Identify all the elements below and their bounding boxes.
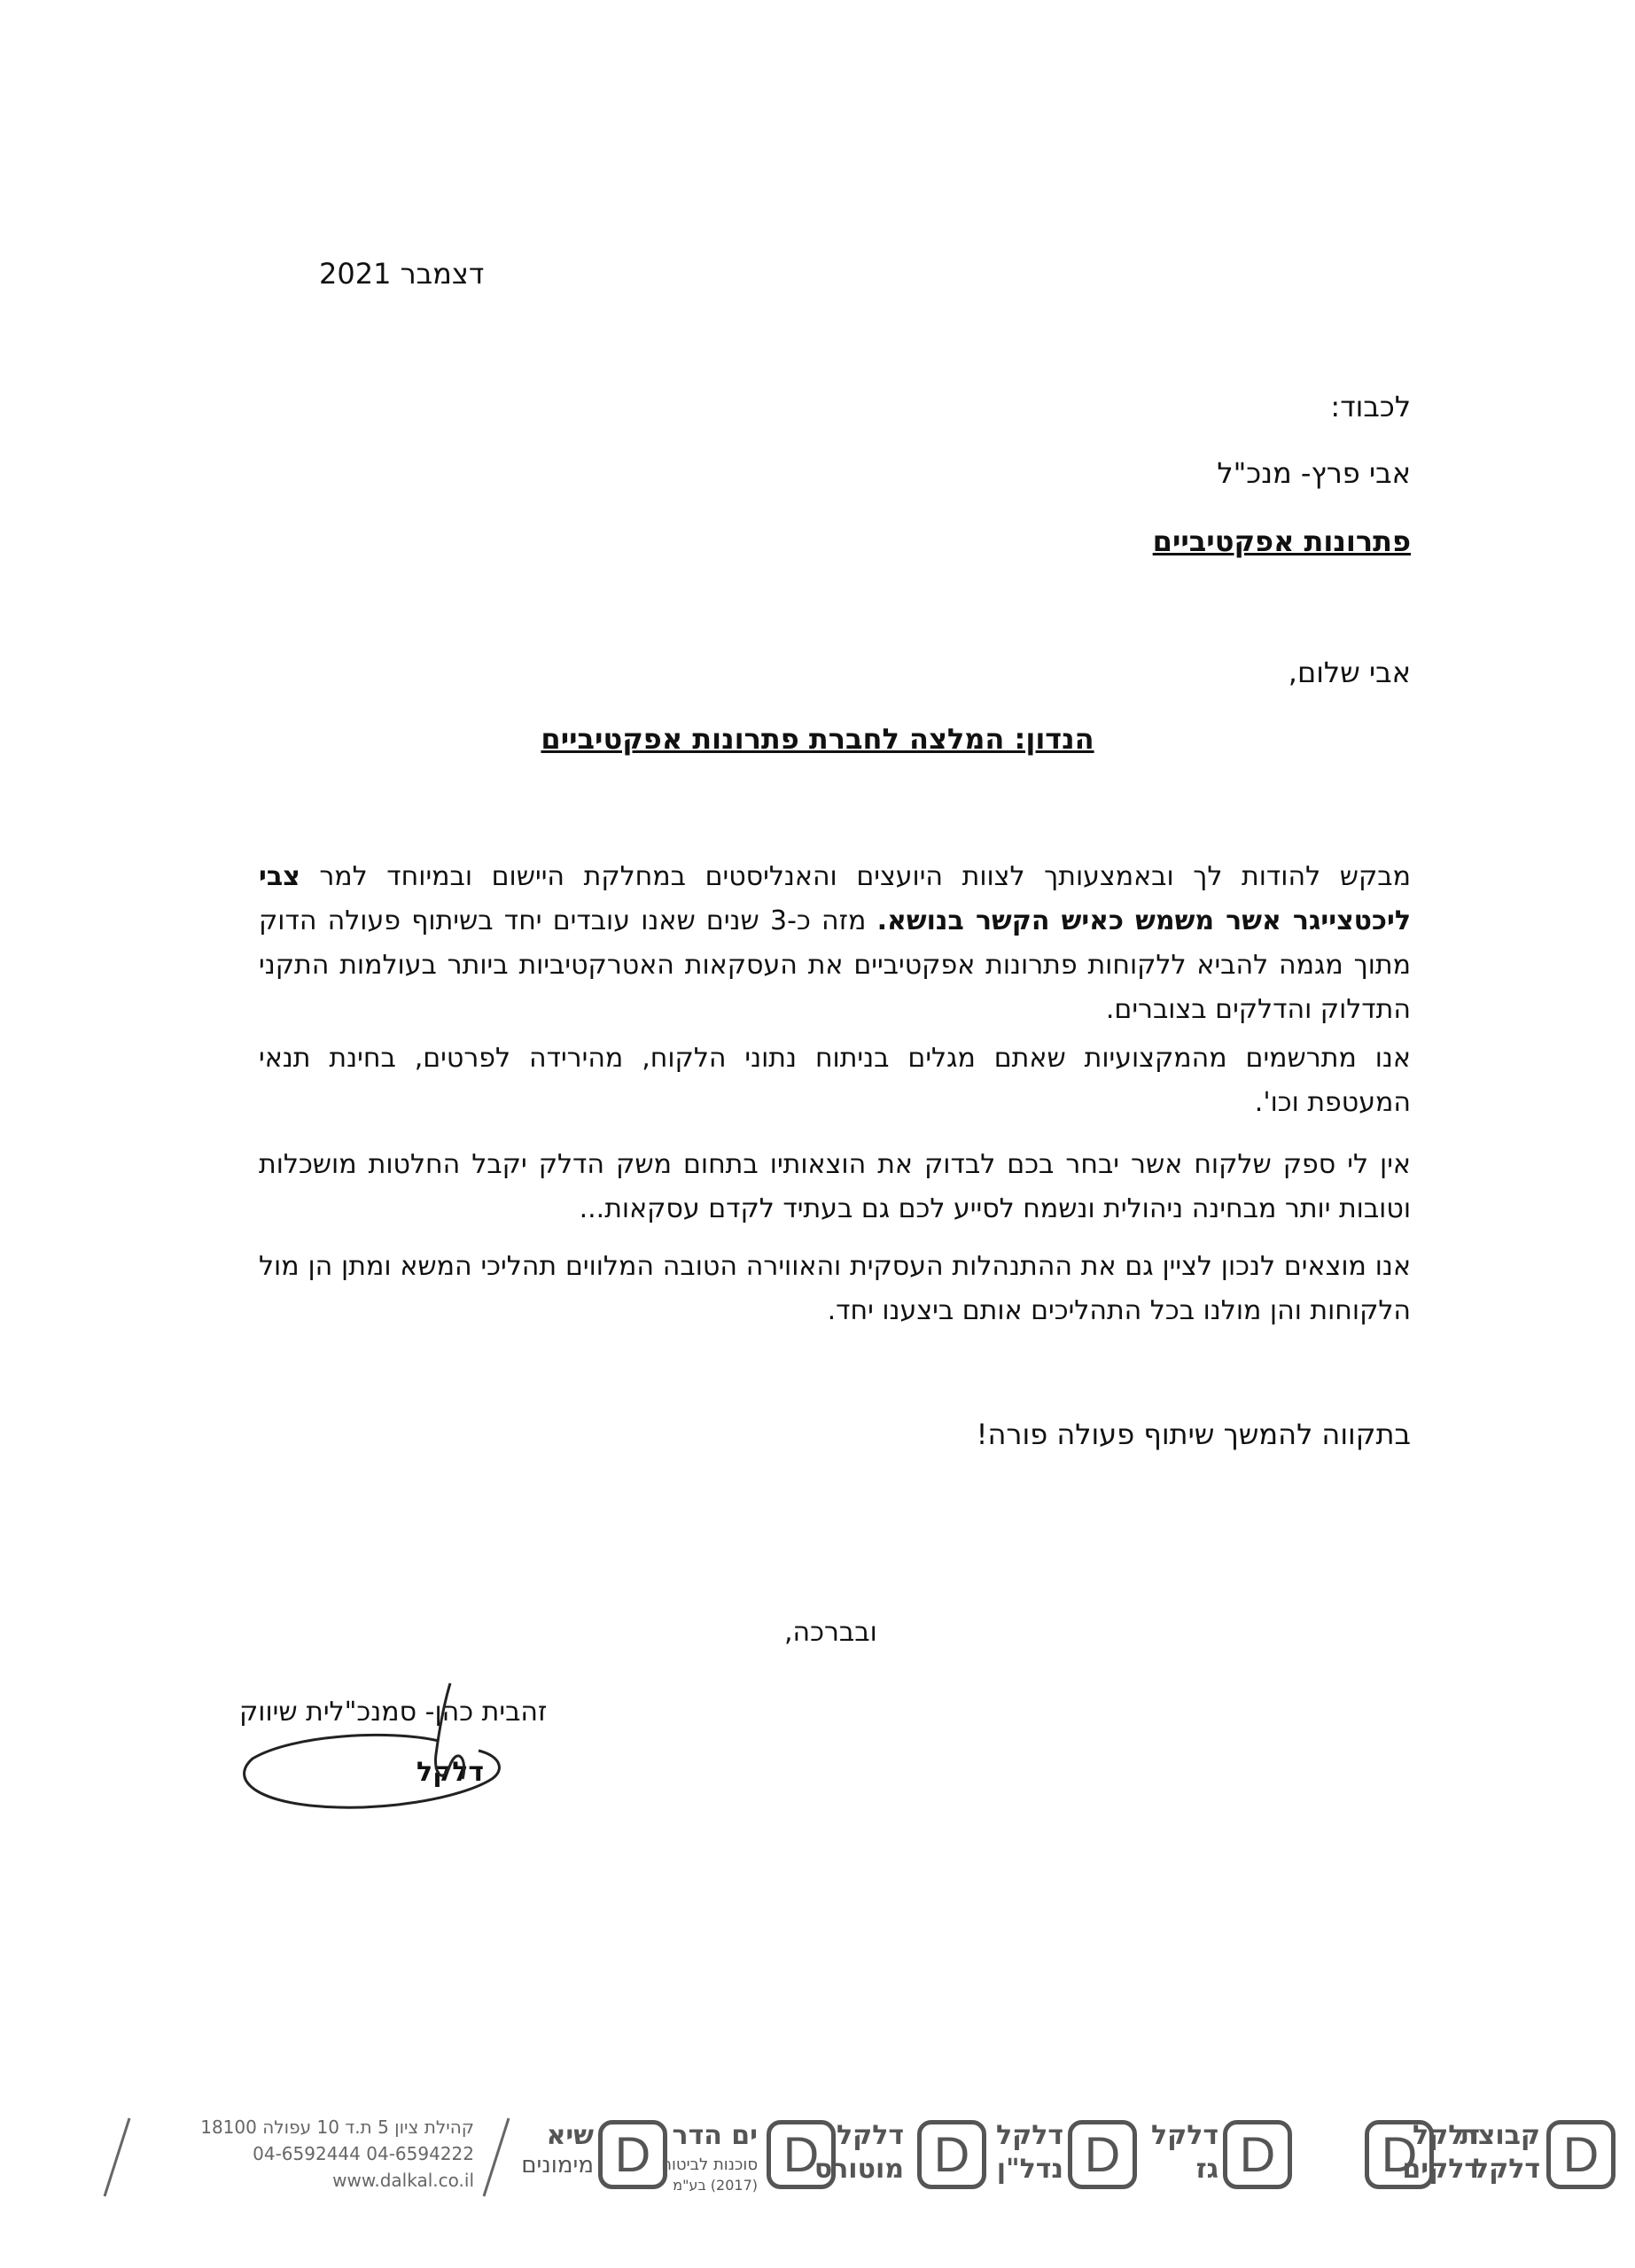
paragraph-2: אנו מתרשמים מהמקצועיות שאתם מגלים בניתוח נתוני הלקוח, מהירידה לפרטים, בחינת תנאי המעטפת וכו'. [259, 1043, 1411, 1118]
brand-line2: מוטורס [814, 2154, 904, 2185]
paragraph-1-part1: מבקש להודות לך ובאמצעותך לצוות היועצים והאנליסטים במחלקת היישום ובמיוחד למר [300, 861, 1411, 892]
brand-line1: דלקל [1412, 2120, 1480, 2151]
brand-line2: מימונים [521, 2152, 594, 2179]
brand-kvutsat-dalkal [1460, 2113, 1613, 2202]
brand-line1: ים הדר [672, 2120, 758, 2151]
brand-dalkal-gas [1143, 2113, 1285, 2202]
paragraph-1-bold: צבי ליכטצייגר אשר משמש כאיש הקשר בנושא. [259, 861, 1411, 936]
brand-line2: דלקים [1402, 2154, 1480, 2185]
paragraph-3: אין לי ספק שלקוח אשר יבחר בכם לבדוק את הוצאותיו בתחום משק הדלק יקבל החלטות מושכלות וטובות יותר מבחינה ניהולית ונשמח לסייע לכם גם בעתיד לקדם עסקאות... [259, 1149, 1411, 1224]
dalkal-logo-icon [598, 2120, 667, 2189]
recipient-company: פתרונות אפקטיביים [1152, 524, 1411, 558]
dalkal-logo-icon [1546, 2120, 1616, 2189]
paragraph-4: אנו מוצאים לנכון לציין גם את ההתנהלות העסקית והאווירה הטובה המלווים תהליכי המשא ומתן הן מול הלקוחות והן מולנו בכל התהליכים אותם ביצענו יחד. [259, 1251, 1411, 1326]
signer-name: זהבית כהן- סמנכ"לית שיווק [239, 1697, 548, 1728]
brand-line1: דלקל [995, 2120, 1063, 2151]
brand-shia-mimunim [523, 2113, 665, 2202]
brand-line3: (2017) בע"מ [673, 2177, 758, 2194]
footer-address: קהילת ציון 5 ת.ד 10 עפולה 18100 [200, 2117, 474, 2138]
dalkal-logo-icon [1068, 2120, 1137, 2189]
greeting: אבי שלום, [1288, 656, 1411, 689]
brand-yam-hadar [661, 2113, 829, 2202]
brand-line2: סוכנות לביטוח [661, 2155, 758, 2174]
brand-line2: נדל"ן [996, 2154, 1063, 2185]
dalkal-logo-icon [917, 2120, 986, 2189]
letter-date: דצמבר 2021 [319, 257, 485, 291]
dalkal-logo-icon [1223, 2120, 1292, 2189]
brand-line2: גז [1195, 2154, 1218, 2185]
to-label: לכבוד: [1330, 390, 1411, 423]
signer-company: דלקל [417, 1757, 485, 1788]
closing-line: בתקווה להמשך שיתוף פעולה פורה! [976, 1418, 1411, 1451]
brand-line1: קבוצת [1460, 2120, 1540, 2151]
paragraph-1-part2: מזה כ-3 שנים שאנו עובדים יחד בשיתוף פעולה הדוק מתוך מגמה להביא ללקוחות פתרונות אפקטיביים את העסקאות האטרקטיביות ביותר בעולמות התקני התדלוק והדלקים בצוברים. [259, 905, 1411, 1025]
brand-dalkal-realestate [984, 2113, 1134, 2202]
recipient-name: אבי פרץ- מנכ"ל [1217, 456, 1411, 490]
handwritten-signature [239, 1666, 523, 1825]
paragraph-1 [259, 855, 1411, 1032]
regards: ובברכה, [784, 1617, 877, 1648]
brand-dalkal-fuels [1294, 2113, 1480, 2202]
separator-slash [479, 2113, 514, 2202]
brand-line2: דלקל [1472, 2154, 1540, 2185]
brand-line1: שיא [546, 2120, 594, 2151]
separator-slash [99, 2113, 135, 2202]
subject-line [0, 722, 1635, 756]
brand-line1: דלקל [836, 2120, 904, 2151]
subject-text: הנדון: המלצה לחברת פתרונות אפקטיביים [541, 722, 1094, 756]
footer-website: www.dalkal.co.il [332, 2170, 474, 2191]
dalkal-logo-icon [767, 2120, 836, 2189]
footer-phones: 04-6594222 04-6592444 [253, 2143, 474, 2164]
footer-logos [0, 2113, 1635, 2210]
brand-line1: דלקל [1150, 2120, 1218, 2151]
brand-dalkal-motors [814, 2113, 975, 2202]
